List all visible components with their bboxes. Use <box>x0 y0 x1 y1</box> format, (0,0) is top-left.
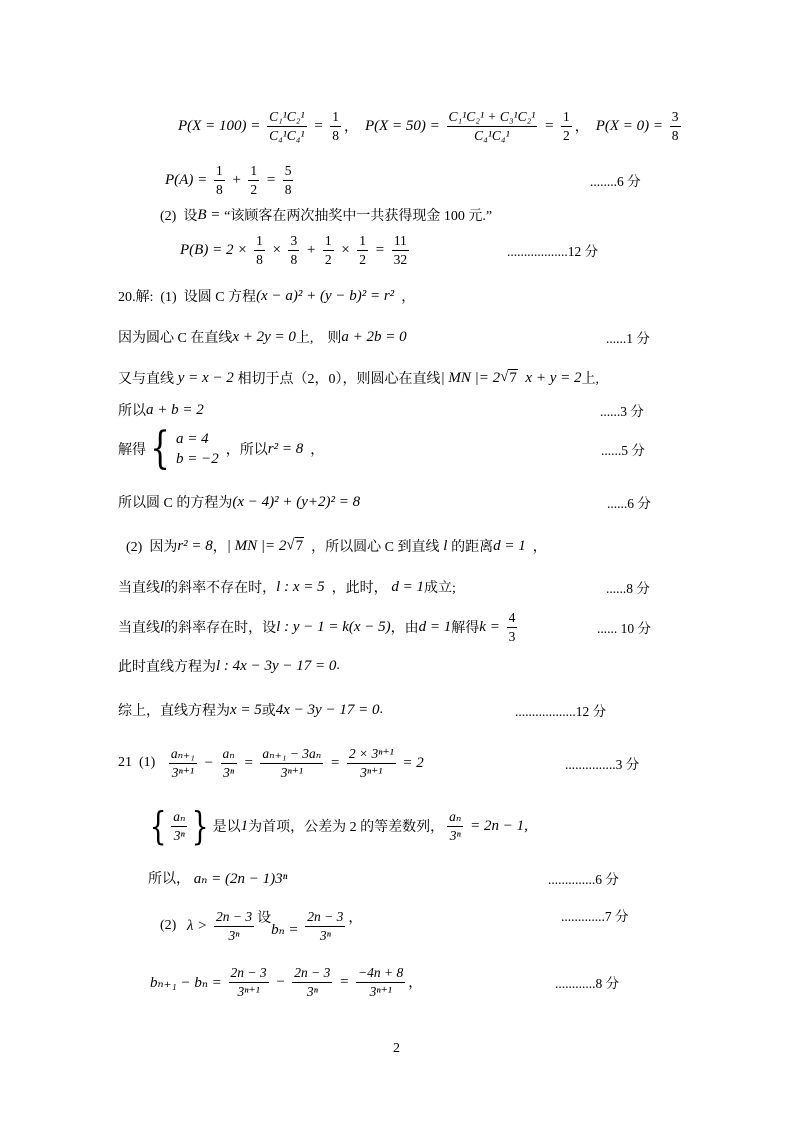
fraction-denominator: 3ⁿ <box>319 927 331 943</box>
math-expr: − <box>271 973 290 990</box>
score-mark: ............8 分 <box>555 976 620 991</box>
fraction-numerator: 2n − 3 <box>229 965 269 983</box>
system-row: b = −2 <box>176 451 219 467</box>
text: 因为圆心 C 在直线 <box>118 331 233 346</box>
fraction-denominator: 8 <box>215 181 223 197</box>
fraction <box>214 909 254 943</box>
fraction <box>507 610 518 644</box>
math-expr: 1 <box>240 817 249 834</box>
math-expr: l <box>439 537 452 554</box>
fraction <box>267 109 307 143</box>
math-expr: l : y − 1 = k(x − 5) <box>276 618 391 635</box>
fraction <box>330 109 341 143</box>
fraction <box>169 746 197 780</box>
text: 又与直线 <box>118 372 174 387</box>
fraction-numerator: 2n − 3 <box>214 909 254 927</box>
arithmetic-sequence-line <box>146 804 528 848</box>
fraction-numerator: 5 <box>283 163 294 181</box>
text: ， <box>303 443 325 458</box>
text: (2) 设 <box>160 209 198 224</box>
system-row: a = 4 <box>176 430 209 447</box>
math-expr: d = 1 <box>387 578 424 595</box>
math-expr: = 2n − 1, <box>466 817 528 834</box>
text: 当直线 <box>118 581 160 596</box>
fraction-numerator: 1 <box>214 163 225 181</box>
tangent-condition-line <box>118 368 599 388</box>
math-expr: = <box>370 241 389 258</box>
text: ，此时， <box>324 581 388 596</box>
fraction <box>357 233 368 267</box>
fraction-denominator: 3ⁿ⁺¹ <box>237 983 260 999</box>
probability-b-line <box>180 233 412 267</box>
math-expr: = <box>326 754 344 771</box>
text: 上, <box>581 372 599 387</box>
slope-undefined-line <box>118 577 456 597</box>
math-expr: k = <box>479 618 504 635</box>
text: 的距离 <box>451 540 494 555</box>
fraction <box>447 109 538 143</box>
equation-system <box>176 429 219 470</box>
radicand: 7 <box>295 538 304 555</box>
fraction-denominator: 3 <box>508 628 516 644</box>
page-number: 2 <box>393 1041 400 1056</box>
math-expr: y = x − 2 <box>174 369 238 386</box>
fraction <box>356 965 405 999</box>
text: (2) <box>160 918 187 933</box>
fraction-numerator: aₙ <box>221 746 237 764</box>
math-expr: a + 2b = 0 <box>341 328 407 345</box>
solution-system-line <box>118 423 325 474</box>
math-expr: P(X = 100) = <box>178 117 265 134</box>
fraction-numerator: 1 <box>254 233 265 251</box>
math-expr: x + y = 2 <box>517 369 582 386</box>
fraction-numerator: aₙ <box>171 809 187 827</box>
circle-equation-setup-line <box>118 286 415 306</box>
fraction-numerator: 1 <box>561 109 572 127</box>
fraction-denominator: 2 <box>324 251 332 267</box>
math-expr: (x − 4)² + (y+2)² = 8 <box>232 493 361 510</box>
fraction <box>221 746 237 780</box>
text: 此时直线方程为 <box>118 660 216 675</box>
math-expr: − <box>199 754 218 771</box>
fraction <box>248 163 259 197</box>
fraction-numerator: 1 <box>323 233 334 251</box>
math-expr: = <box>262 171 280 188</box>
text: (2) 因为 <box>126 540 178 555</box>
fraction <box>392 233 410 267</box>
text: ， <box>212 540 227 555</box>
fraction <box>292 965 332 999</box>
fraction <box>347 746 396 780</box>
math-expr: l : x = 5 <box>276 578 325 595</box>
left-brace: { <box>149 804 167 848</box>
math-expr: = <box>540 117 558 134</box>
math-expr: l : 4x − 3y − 17 = 0 <box>216 657 337 674</box>
fraction <box>283 163 294 197</box>
fraction-denominator: 8 <box>671 127 679 143</box>
fraction-numerator: −4n + 8 <box>356 965 405 983</box>
probability-distribution-line <box>178 109 684 143</box>
radicand: 7 <box>509 370 517 387</box>
fraction <box>171 809 187 843</box>
circle-equation-result-line <box>118 492 360 512</box>
fraction-denominator: 3ⁿ <box>173 827 185 843</box>
math-expr: B = <box>197 206 225 223</box>
fraction <box>670 109 681 143</box>
sequence-difference-line <box>118 746 424 780</box>
fraction <box>323 233 334 267</box>
lambda-inequality-line <box>160 909 362 943</box>
fraction-denominator: 8 <box>290 251 298 267</box>
math-expr: aₙ = (2n − 1)3ⁿ <box>190 870 288 887</box>
math-expr: | MN |= 2 <box>440 369 501 386</box>
text: “该顾客在两次抽奖中一共获得现金 100 元.” <box>224 209 493 224</box>
slope-exists-line <box>118 610 520 644</box>
math-expr: d = 1 <box>493 537 526 554</box>
math-expr: (x − a)² + (y − b)² = r² <box>256 287 395 304</box>
fraction-denominator: C₄¹C₄¹ <box>269 127 305 143</box>
text: 解得 <box>118 443 146 458</box>
left-brace: { <box>150 423 170 474</box>
text: 的斜率存在时，设 <box>164 621 277 636</box>
fraction-denominator: 2 <box>250 181 258 197</box>
fraction-numerator: C₁¹C₂¹ <box>267 109 307 127</box>
math-expr: = <box>309 117 328 134</box>
text: ， <box>574 120 596 135</box>
text: 21 (1) <box>118 755 166 770</box>
math-expr: = <box>335 973 354 990</box>
score-mark: ......5 分 <box>601 443 645 458</box>
b-difference-line <box>150 965 422 999</box>
line-equation-line <box>118 656 340 676</box>
fraction-denominator: 3ⁿ⁺¹ <box>280 764 303 780</box>
fraction <box>288 233 299 267</box>
score-mark: ..............6 分 <box>548 872 619 887</box>
distance-condition-line <box>126 536 547 556</box>
fraction-denominator: 3ⁿ⁺¹ <box>360 764 383 780</box>
fraction-denominator: 2 <box>562 127 570 143</box>
math-expr: P(A) = <box>165 171 211 188</box>
math-expr: λ > <box>186 917 211 934</box>
fraction-denominator: 2 <box>359 251 366 267</box>
fraction-denominator: 3ⁿ <box>228 927 240 943</box>
text: ， <box>525 540 547 555</box>
math-expr: P(B) = 2 × <box>180 241 252 258</box>
text: 20.解: (1) 设圆 C 方程 <box>118 290 257 305</box>
text: ， <box>394 290 416 305</box>
square-root <box>286 537 304 555</box>
text: ，所以圆心 C 到直线 <box>304 540 440 555</box>
radical-sign: √ <box>286 537 295 554</box>
score-mark: ......8 分 <box>606 581 650 596</box>
fraction <box>229 965 269 999</box>
text: 综上，直线方程为 <box>118 704 230 719</box>
text: 为首项，公差为 2 的等差数列， <box>248 820 445 835</box>
score-mark: ..................12 分 <box>515 704 607 719</box>
score-mark: ........6 分 <box>590 174 641 189</box>
fraction-numerator: aₙ <box>447 809 463 827</box>
fraction-numerator: 2n − 3 <box>292 965 332 983</box>
fraction <box>447 809 463 843</box>
text: 解得 <box>451 621 480 636</box>
math-expr: + <box>302 241 320 258</box>
math-expr: r² = 8 <box>267 440 304 457</box>
fraction-denominator: 3ⁿ⁺¹ <box>369 983 392 999</box>
fraction <box>214 163 225 197</box>
text: . <box>379 702 383 717</box>
fraction-denominator: 3ⁿ <box>223 764 235 780</box>
probability-a-line <box>165 163 296 197</box>
text: ，由 <box>390 621 419 636</box>
math-expr: d = 1 <box>418 618 452 635</box>
math-expr: a + b = 2 <box>146 401 204 418</box>
fraction-numerator: C₁¹C₂¹ + C₃¹C₂¹ <box>447 109 538 127</box>
math-expr: bₙ = <box>271 921 303 938</box>
score-mark: ...............3 分 <box>565 757 640 772</box>
text: 所以圆 C 的方程为 <box>118 496 233 511</box>
math-expr: P(X = 50) = <box>364 117 444 134</box>
text: 所以， <box>148 872 190 887</box>
math-expr: × <box>267 241 286 258</box>
text: 所以 <box>118 404 146 419</box>
text: ， <box>408 976 423 991</box>
fraction <box>260 746 323 780</box>
text: ， <box>343 120 365 135</box>
text: 成立; <box>424 581 456 596</box>
center-on-line-line <box>118 327 407 347</box>
text: 或 <box>261 704 276 719</box>
sum-condition-line <box>118 400 204 420</box>
math-expr: = 2 <box>398 754 424 771</box>
math-expr: r² = 8 <box>177 537 213 554</box>
fraction-denominator: 3ⁿ <box>449 827 461 843</box>
fraction-numerator: 1 <box>248 163 259 181</box>
text: 的斜率不存在时， <box>164 581 277 596</box>
text: ， <box>348 911 363 926</box>
fraction-denominator: 8 <box>284 181 292 197</box>
fraction-denominator: 32 <box>393 251 408 267</box>
text: . <box>336 658 340 673</box>
math-expr: | MN |= 2 <box>226 537 287 554</box>
score-mark: .............7 分 <box>561 909 629 924</box>
fraction <box>305 909 345 943</box>
fraction-denominator: 8 <box>332 127 339 143</box>
fraction-denominator: 8 <box>256 251 263 267</box>
fraction-numerator: 2 × 3ⁿ⁺¹ <box>347 746 396 764</box>
fraction-numerator: 1 <box>357 233 368 251</box>
math-expr: l <box>160 578 165 595</box>
general-term-line <box>148 868 287 888</box>
fraction-denominator: 3ⁿ⁺¹ <box>171 764 194 780</box>
math-expr: = <box>239 754 258 771</box>
right-brace: } <box>192 804 209 848</box>
text: 相切于点（2，0），则圆心在直线 <box>237 372 441 387</box>
fraction-numerator: 3 <box>288 233 299 251</box>
fraction-numerator: 2n − 3 <box>305 909 345 927</box>
radical-sign: √ <box>500 369 509 386</box>
math-expr: x = 5 <box>230 701 262 718</box>
math-expr: + <box>227 171 246 188</box>
fraction-numerator: 3 <box>670 109 681 127</box>
text: ，所以 <box>218 443 268 458</box>
square-root <box>500 369 518 387</box>
fraction <box>561 109 572 143</box>
fraction-denominator: 3ⁿ <box>306 983 318 999</box>
score-mark: ...... 10 分 <box>597 621 651 636</box>
fraction-numerator: aₙ₊₁ − 3aₙ <box>260 746 323 764</box>
fraction-numerator: aₙ₊₁ <box>169 746 197 764</box>
math-expr: l <box>160 618 165 635</box>
math-expr: bₙ₊₁ − bₙ = <box>150 974 226 991</box>
math-expr: 4x − 3y − 17 = 0 <box>275 701 380 718</box>
text: 上, 则 <box>295 331 342 346</box>
event-definition-line <box>160 205 492 225</box>
fraction <box>254 233 265 267</box>
text: 当直线 <box>118 621 160 636</box>
score-mark: ......1 分 <box>606 331 650 346</box>
math-expr: x + 2y = 0 <box>232 328 296 345</box>
text: 设 <box>257 911 272 926</box>
math-expr: P(X = 0) = <box>595 117 667 134</box>
fraction-numerator: 11 <box>392 233 409 251</box>
math-expr: × <box>336 241 355 258</box>
conclusion-line <box>118 700 383 720</box>
fraction-denominator: C₄¹C₄¹ <box>474 127 510 143</box>
fraction-numerator: 4 <box>507 610 518 628</box>
text: 是以 <box>212 820 241 835</box>
score-mark: ......6 分 <box>607 496 651 511</box>
score-mark: ......3 分 <box>600 404 644 419</box>
fraction-numerator: 1 <box>330 109 341 127</box>
score-mark: ..................12 分 <box>507 244 599 259</box>
